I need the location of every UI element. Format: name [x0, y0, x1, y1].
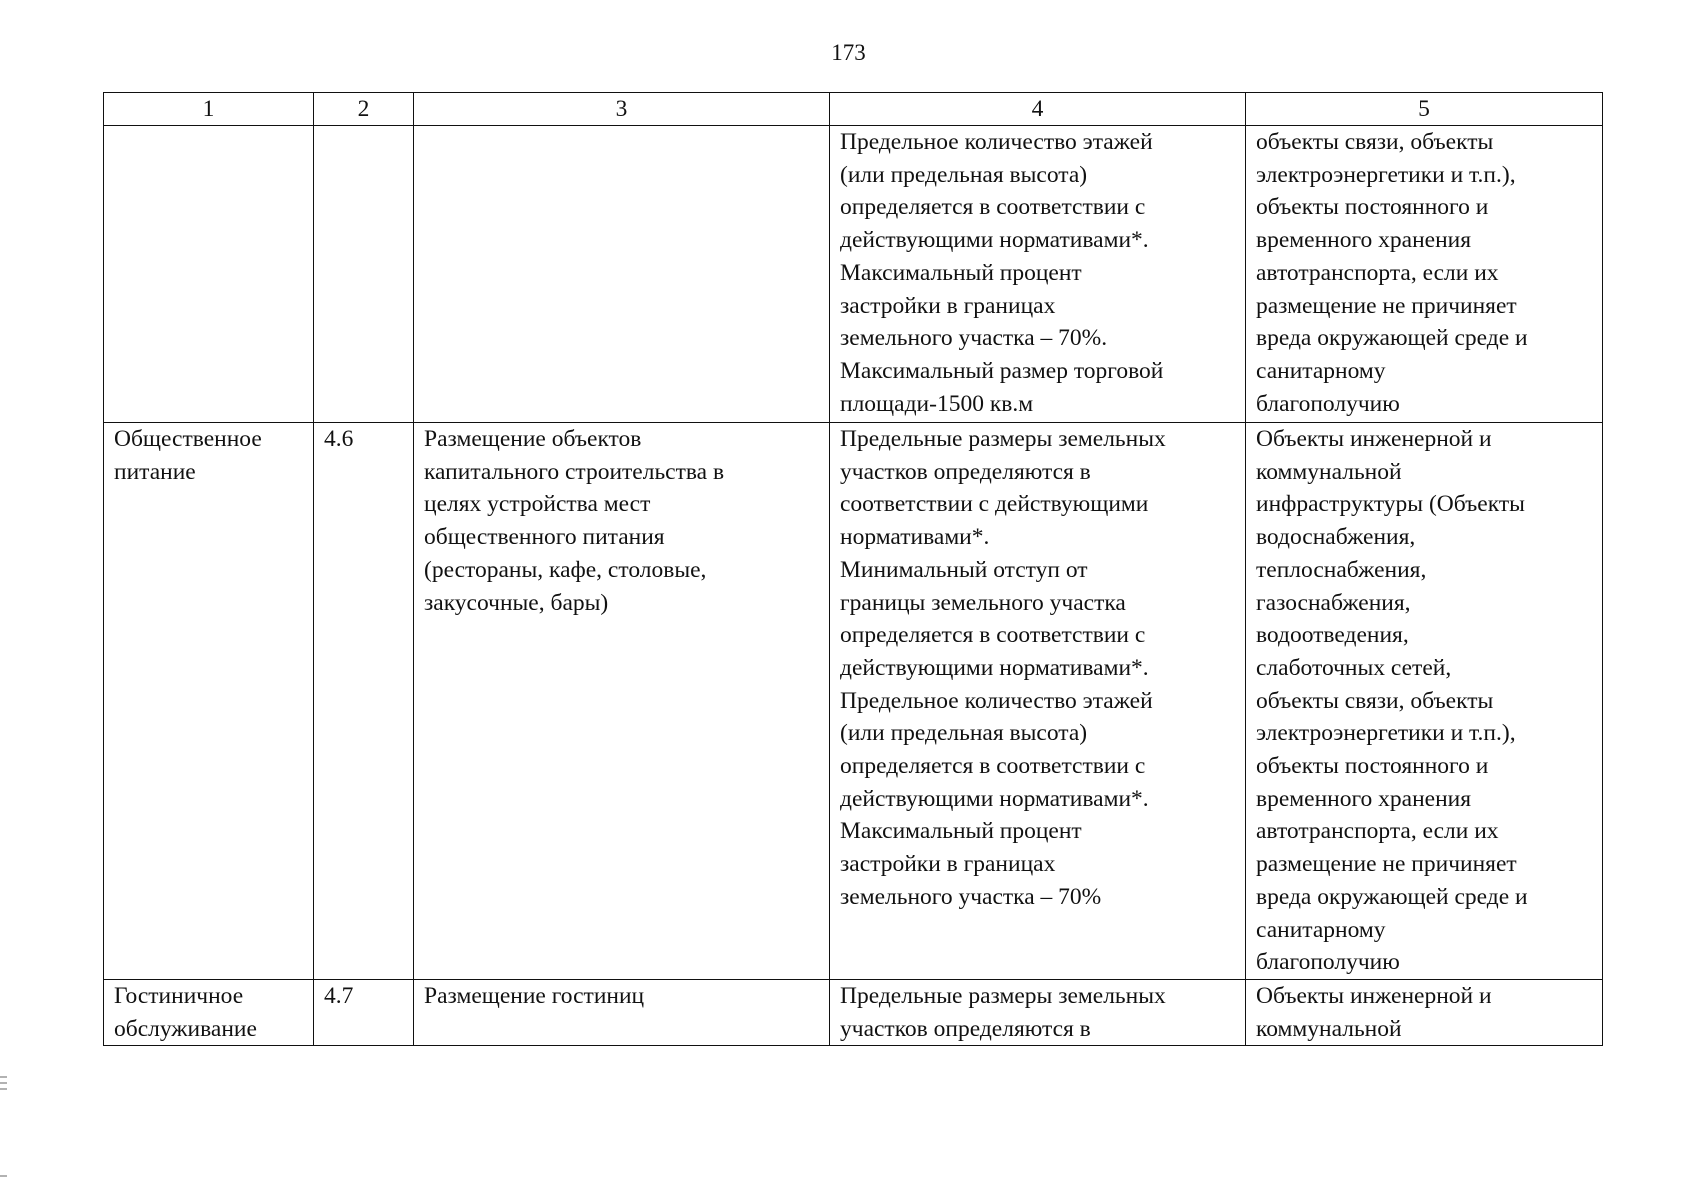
cell-use-description: Размещение гостиниц	[414, 979, 830, 1045]
page-number: 173	[831, 40, 866, 65]
cell-use-code: 4.6	[314, 423, 414, 980]
header-cell-3: 3	[414, 93, 830, 126]
table-row	[104, 979, 1603, 1045]
table-header-row	[104, 93, 1603, 126]
cell-auxiliary-uses: объекты связи, объекты электроэнергетики и т.п.), объекты постоянного и временного хранения автотранспорта, если их размещение не причиняет вреда окружающей среде и санитарному благополучию	[1246, 126, 1603, 423]
cell-use-description	[414, 126, 830, 423]
cell-use-name: Гостиничное обслуживание	[104, 979, 314, 1045]
table-row	[104, 126, 1603, 423]
cell-auxiliary-uses: Объекты инженерной и коммунальной инфраструктуры (Объекты водоснабжения, теплоснабжения, газоснабжения, водоотведения, слаботочных сетей, объекты связи, объекты электроэнергетики и т.п.), объекты постоянного и временного хранения автотранспорта, если их размещение не причиняет вреда окружающей среде и санитарному благополучию	[1246, 423, 1603, 980]
table-row	[104, 423, 1603, 980]
cell-auxiliary-uses: Объекты инженерной и коммунальной	[1246, 979, 1603, 1045]
cell-use-name	[104, 126, 314, 423]
cell-parameters: Предельные размеры земельных участков определяются в	[830, 979, 1246, 1045]
cell-use-code: 4.7	[314, 979, 414, 1045]
scan-edge-marks	[0, 1075, 8, 1185]
cell-use-description: Размещение объектов капитального строительства в целях устройства мест общественного питания (рестораны, кафе, столовые, закусочные, бары)	[414, 423, 830, 980]
header-cell-2: 2	[314, 93, 414, 126]
header-cell-4: 4	[830, 93, 1246, 126]
zoning-table	[103, 92, 1603, 1046]
cell-use-name: Общественное питание	[104, 423, 314, 980]
scan-edge-marks-graphic	[0, 1075, 8, 1185]
header-cell-5: 5	[1246, 93, 1603, 126]
header-cell-1: 1	[104, 93, 314, 126]
cell-use-code	[314, 126, 414, 423]
cell-parameters: Предельное количество этажей (или предельная высота) определяется в соответствии с действующими нормативами*. Максимальный процент застройки в границах земельного участка – 70%. Максимальный размер торговой площади-1500 кв.м	[830, 126, 1246, 423]
cell-parameters: Предельные размеры земельных участков определяются в соответствии с действующими нормативами*. Минимальный отступ от границы земельного участка определяется в соответствии с действующими нормативами*. Предельное количество этажей (или предельная высота) определяется в соответствии с действующими нормативами*. Максимальный процент застройки в границах земельного участка – 70%	[830, 423, 1246, 980]
